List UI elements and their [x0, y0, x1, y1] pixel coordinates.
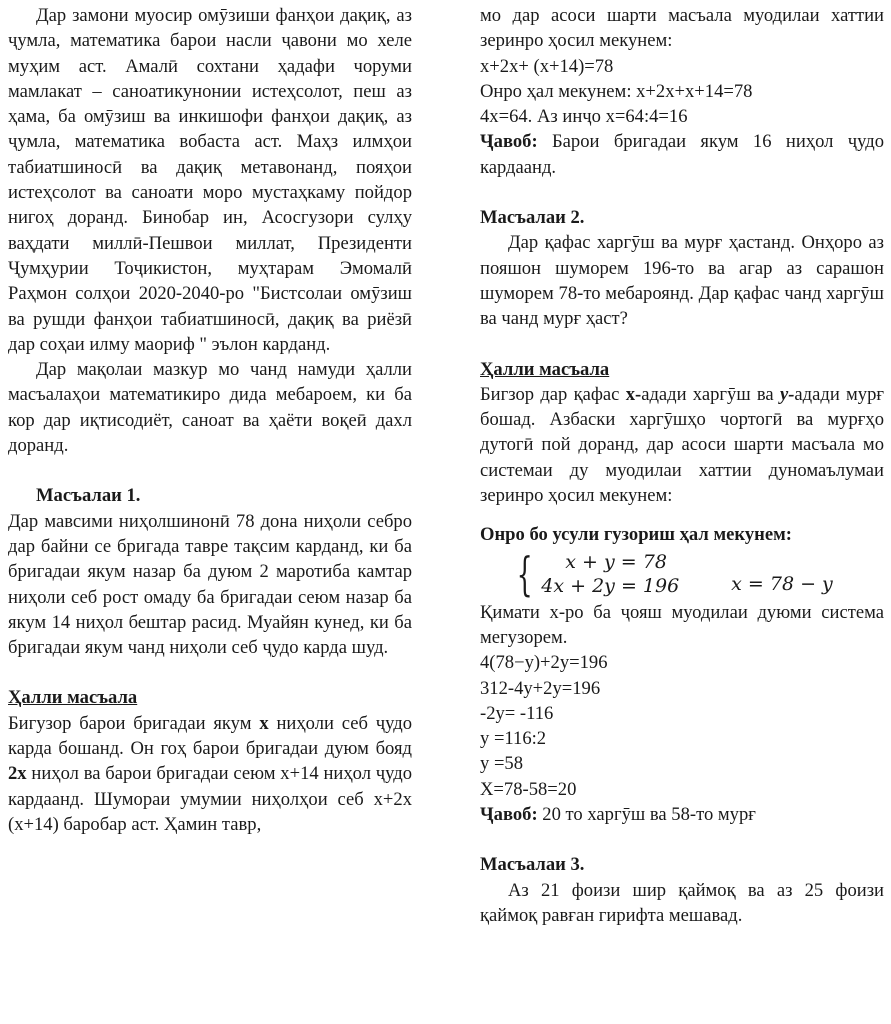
solution2-title: Ҳалли масъала	[480, 358, 610, 380]
equation-3: 4x=64. Аз инҷо x=64:4=16	[480, 106, 688, 128]
step-5: y =58	[480, 753, 524, 775]
spacer	[8, 458, 412, 483]
equation-2: Онро ҳал мекунем: x+2x+x+14=78	[480, 80, 753, 102]
substitution-text: Қимати x-ро ба ҷояш муодилаи дуюми система мегузорем.	[480, 601, 884, 648]
step-6: X=78-58=20	[480, 778, 577, 800]
equation-system	[510, 548, 884, 600]
task2-text: Дар қафас харгӯш ва мурғ ҳастанд. Онҳоро аз пояшон шуморем 196-то ва агар аз сарашон шуморем 78-то мебароянд. Дар қафас чанд харгӯш ва чанд мурғ ҳаст?	[480, 232, 884, 330]
task3-title: Масъалаи 3.	[480, 854, 585, 876]
step-4: y =116:2	[480, 728, 547, 750]
answer-2: Ҷавоб: 20 то харгӯш ва 58-то мурғ	[480, 804, 756, 826]
equation-1: x+2x+ (x+14)=78	[480, 55, 614, 77]
intro-paragraph-1: Дар замони муосир омӯзиши фанҳои дақиқ, аз ҷумла, математика барои насли ҷавони мо хеле муҳим аст. Амалӣ сохтани ҳадафи чоруми мамлакат – саноатикунонии истеҳсолот, пеш аз ҳама, ба омӯзиш ва инкишофи фанҳои дақиқ, аз ҷумла, математика вобаста аст. Маҳз илмҳои табиатшиносӣ ва дақиқ метавонанд, пояҳои истеҳсолот ва саноати моро мустаҳкаму пойдор нигоҳ доранд. Бинобар ин, Асосгузори сулҳу ваҳдати миллӣ-Пешвои миллат, Президенти Ҷумҳурии Тоҷикистон, муҳтарам Эмомалӣ Раҳмон солҳои 2020-2040-ро "Бистсолаи омӯзиш ва рушди фанҳои табиатшиносӣ, дақиқ ва риёзӣ дар соҳаи илму маориф " эълон карданд.	[8, 5, 412, 355]
solution2-text: Бигзор дар қафас x-адади харгӯш ва y-адади мурғ бошад. Азбаски харгӯшҳо чортогӣ ва мурғҳо дутогӣ пой доранд, дар асоси шарти масъала мо системаи ду муодилаи хаттии дуномаълумаи зеринро ҳосил мекунем:	[480, 383, 885, 507]
spacer	[480, 180, 884, 205]
spacer	[480, 827, 884, 852]
method-heading: Онро бо усули гузориш ҳал мекунем:	[480, 524, 792, 546]
substitution-expression: x = 78 − y	[731, 572, 833, 595]
right-column	[480, 3, 884, 928]
system-equation-1: x + y = 78	[565, 550, 667, 573]
system-lines	[541, 550, 679, 598]
step-3: -2y= -116	[480, 702, 554, 724]
solution1-text: Бигузор барои бригадаи якум x ниҳоли себ ҷудо карда бошанд. Он гоҳ барои бригадаи дуюм бояд 2x ниҳол ва барои бригадаи сеюм x+14 ниҳол ҷудо кардаанд. Шумораи умумии ниҳолҳои себ x+2x (x+14) баробар аст. Ҳамин тавр,	[8, 712, 412, 835]
answer-1: Ҷавоб: Барои бригадаи якум 16 ниҳол ҷудо кардаанд.	[480, 131, 884, 178]
solution1-title: Ҳалли масъала	[8, 687, 138, 709]
system-equation-2: 4x + 2y = 196	[541, 574, 680, 597]
left-brace: {	[516, 546, 533, 601]
step-1: 4(78−y)+2y=196	[480, 652, 608, 674]
step-2: 312-4y+2y=196	[480, 677, 601, 699]
task1-text: Дар мавсими ниҳолшинонӣ 78 дона ниҳоли себро дар байни се бригада тавре тақсим карданд, ки ба бригадаи якум назар ба дуюм 2 маротиба камтар ниҳоли себ рост омаду ба бригадаи сеюм назар ба якум 14 ниҳол бештар расид. Муайян кунед, ки ба бригадаи якум чанд ниҳоли себ ҷудо карда шуд.	[8, 510, 412, 659]
intro-paragraph-2: Дар мақолаи мазкур мо чанд намуди ҳалли масъалаҳои математикиро дида мебароем, ки ба кор дар иқтисодиёт, саноат ва ҳаёти воқеӣ дахл доранд.	[8, 359, 412, 457]
spacer	[480, 332, 884, 357]
left-column	[8, 3, 412, 837]
task1-title: Масъалаи 1.	[36, 485, 141, 507]
solution1-continuation: мо дар асоси шарти масъала муодилаи хаттии зеринро ҳосил мекунем:	[480, 5, 884, 52]
task3-text: Аз 21 фоизи шир қаймоқ ва аз 25 фоизи қаймоқ равған гирифта мешавад.	[480, 879, 884, 926]
spacer	[8, 660, 412, 685]
task2-title: Масъалаи 2.	[480, 207, 585, 229]
spacer	[480, 508, 884, 522]
